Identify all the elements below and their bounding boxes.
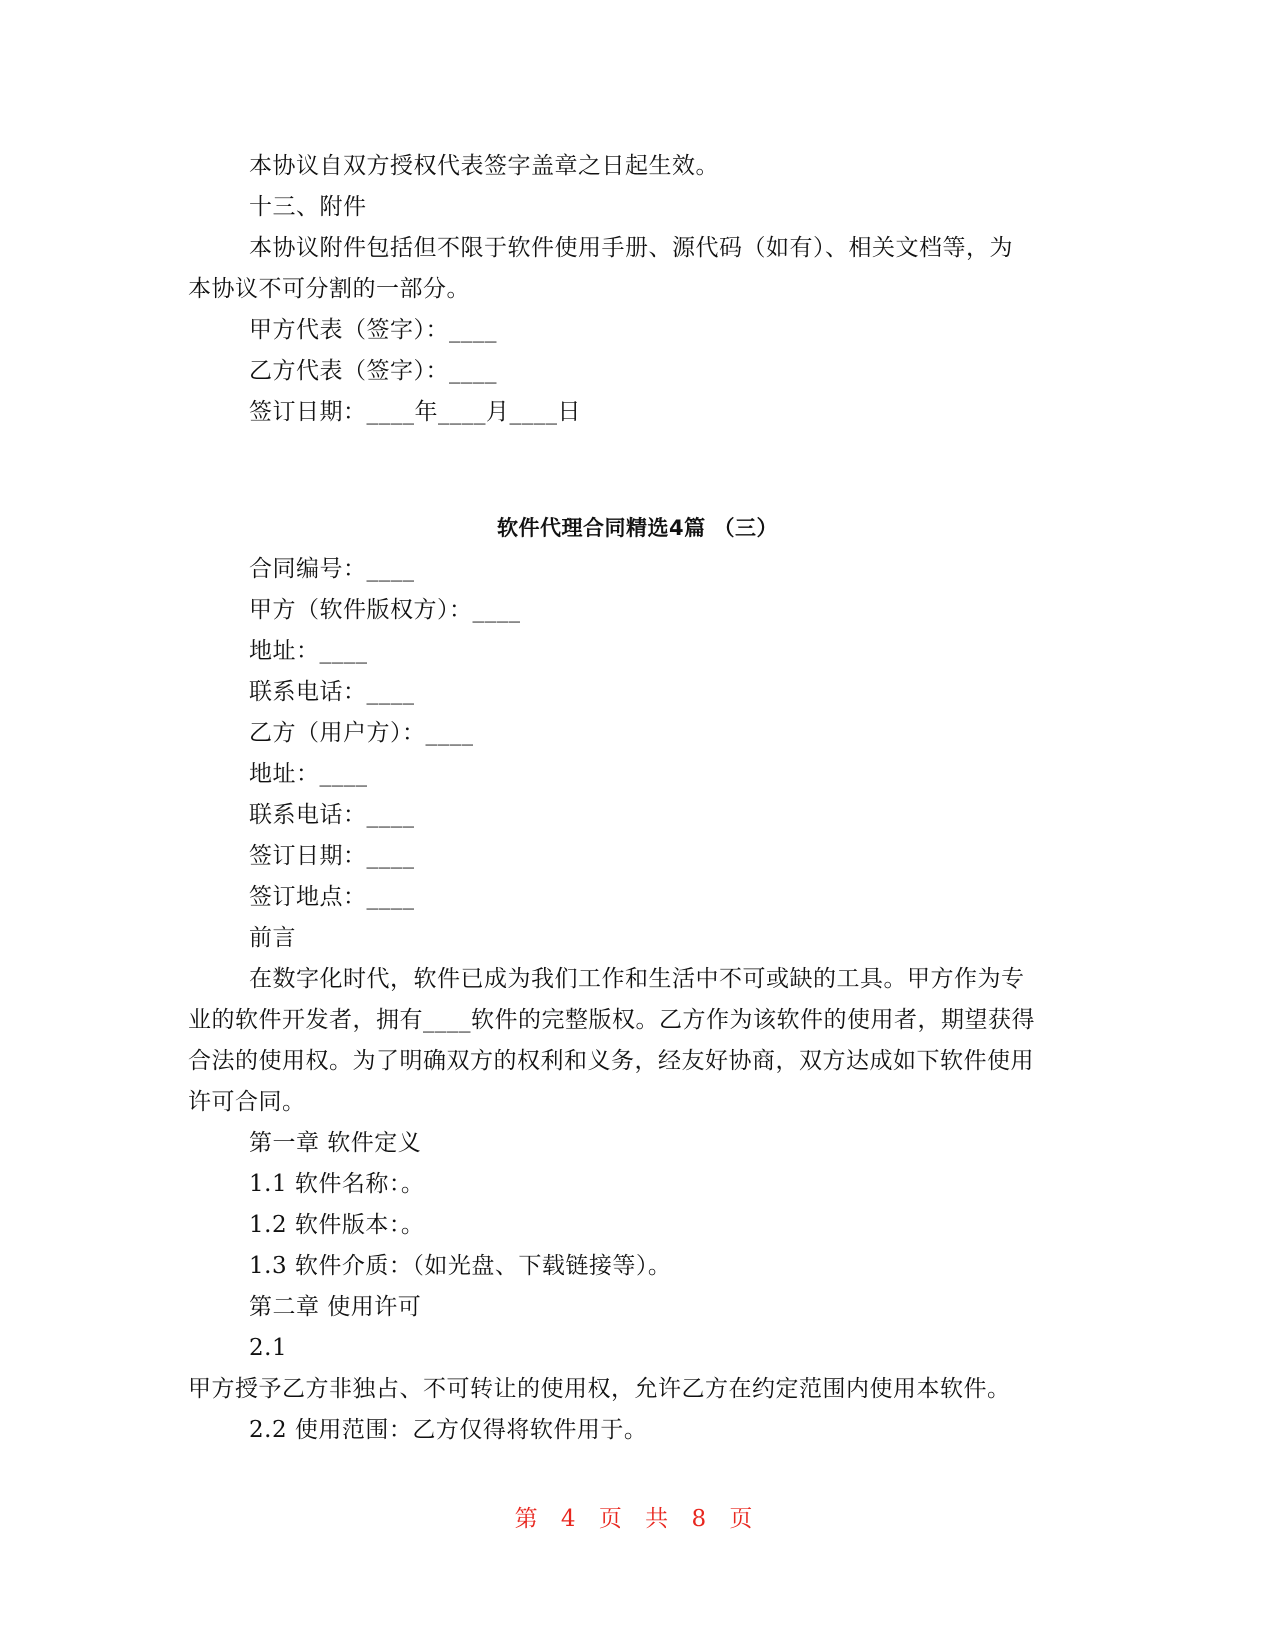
party-b-info: 乙方（用户方）：____ bbox=[249, 720, 474, 746]
clause-2-1-text: 甲方授予乙方非独占、不可转让的使用权，允许乙方在约定范围内使用本软件。 bbox=[188, 1376, 1011, 1402]
page-number-footer: 第 4 页 共 8 页 bbox=[514, 1506, 761, 1532]
signing-date: 签订日期：____年____月____日 bbox=[249, 399, 581, 425]
party-a-signature: 甲方代表（签字）：____ bbox=[249, 317, 497, 343]
party-b-address: 地址：____ bbox=[249, 761, 368, 787]
clause-2-1-number: 2.1 bbox=[249, 1335, 288, 1361]
clause-1-2: 1.2 软件版本：。 bbox=[249, 1212, 425, 1238]
contract-number: 合同编号：____ bbox=[249, 556, 415, 582]
contract-sign-date: 签订日期：____ bbox=[249, 843, 415, 869]
chapter2-heading: 第二章 使用许可 bbox=[249, 1294, 422, 1320]
party-b-phone: 联系电话：____ bbox=[249, 802, 415, 828]
party-a-phone: 联系电话：____ bbox=[249, 679, 415, 705]
party-a-info: 甲方（软件版权方）：____ bbox=[249, 597, 521, 623]
party-a-address: 地址：____ bbox=[249, 638, 368, 664]
clause-2-2: 2.2 使用范围：乙方仅得将软件用于。 bbox=[249, 1417, 648, 1443]
clause-1-1: 1.1 软件名称：。 bbox=[249, 1171, 425, 1197]
attachments-heading: 十三、附件 bbox=[249, 194, 367, 220]
preface-line1: 在数字化时代，软件已成为我们工作和生活中不可或缺的工具。甲方作为专 bbox=[249, 966, 1025, 992]
chapter1-heading: 第一章 软件定义 bbox=[249, 1130, 422, 1156]
preface-line4: 许可合同。 bbox=[188, 1089, 306, 1115]
preface-heading: 前言 bbox=[249, 925, 296, 951]
clause-1-3: 1.3 软件介质：（如光盘、下载链接等）。 bbox=[249, 1253, 672, 1279]
preface-line3: 合法的使用权。为了明确双方的权利和义务，经友好协商，双方达成如下软件使用 bbox=[188, 1048, 1034, 1074]
attachments-text-line1: 本协议附件包括但不限于软件使用手册、源代码（如有）、相关文档等，为 bbox=[249, 235, 1013, 261]
attachments-text-line2: 本协议不可分割的一部分。 bbox=[188, 276, 470, 302]
preface-line2: 业的软件开发者，拥有____软件的完整版权。乙方作为该软件的使用者，期望获得 bbox=[188, 1007, 1035, 1033]
effective-clause: 本协议自双方授权代表签字盖章之日起生效。 bbox=[249, 153, 719, 179]
contract-sign-place: 签订地点：____ bbox=[249, 884, 415, 910]
party-b-signature: 乙方代表（签字）：____ bbox=[249, 358, 497, 384]
contract-title: 软件代理合同精选4篇 （三） bbox=[497, 516, 778, 540]
